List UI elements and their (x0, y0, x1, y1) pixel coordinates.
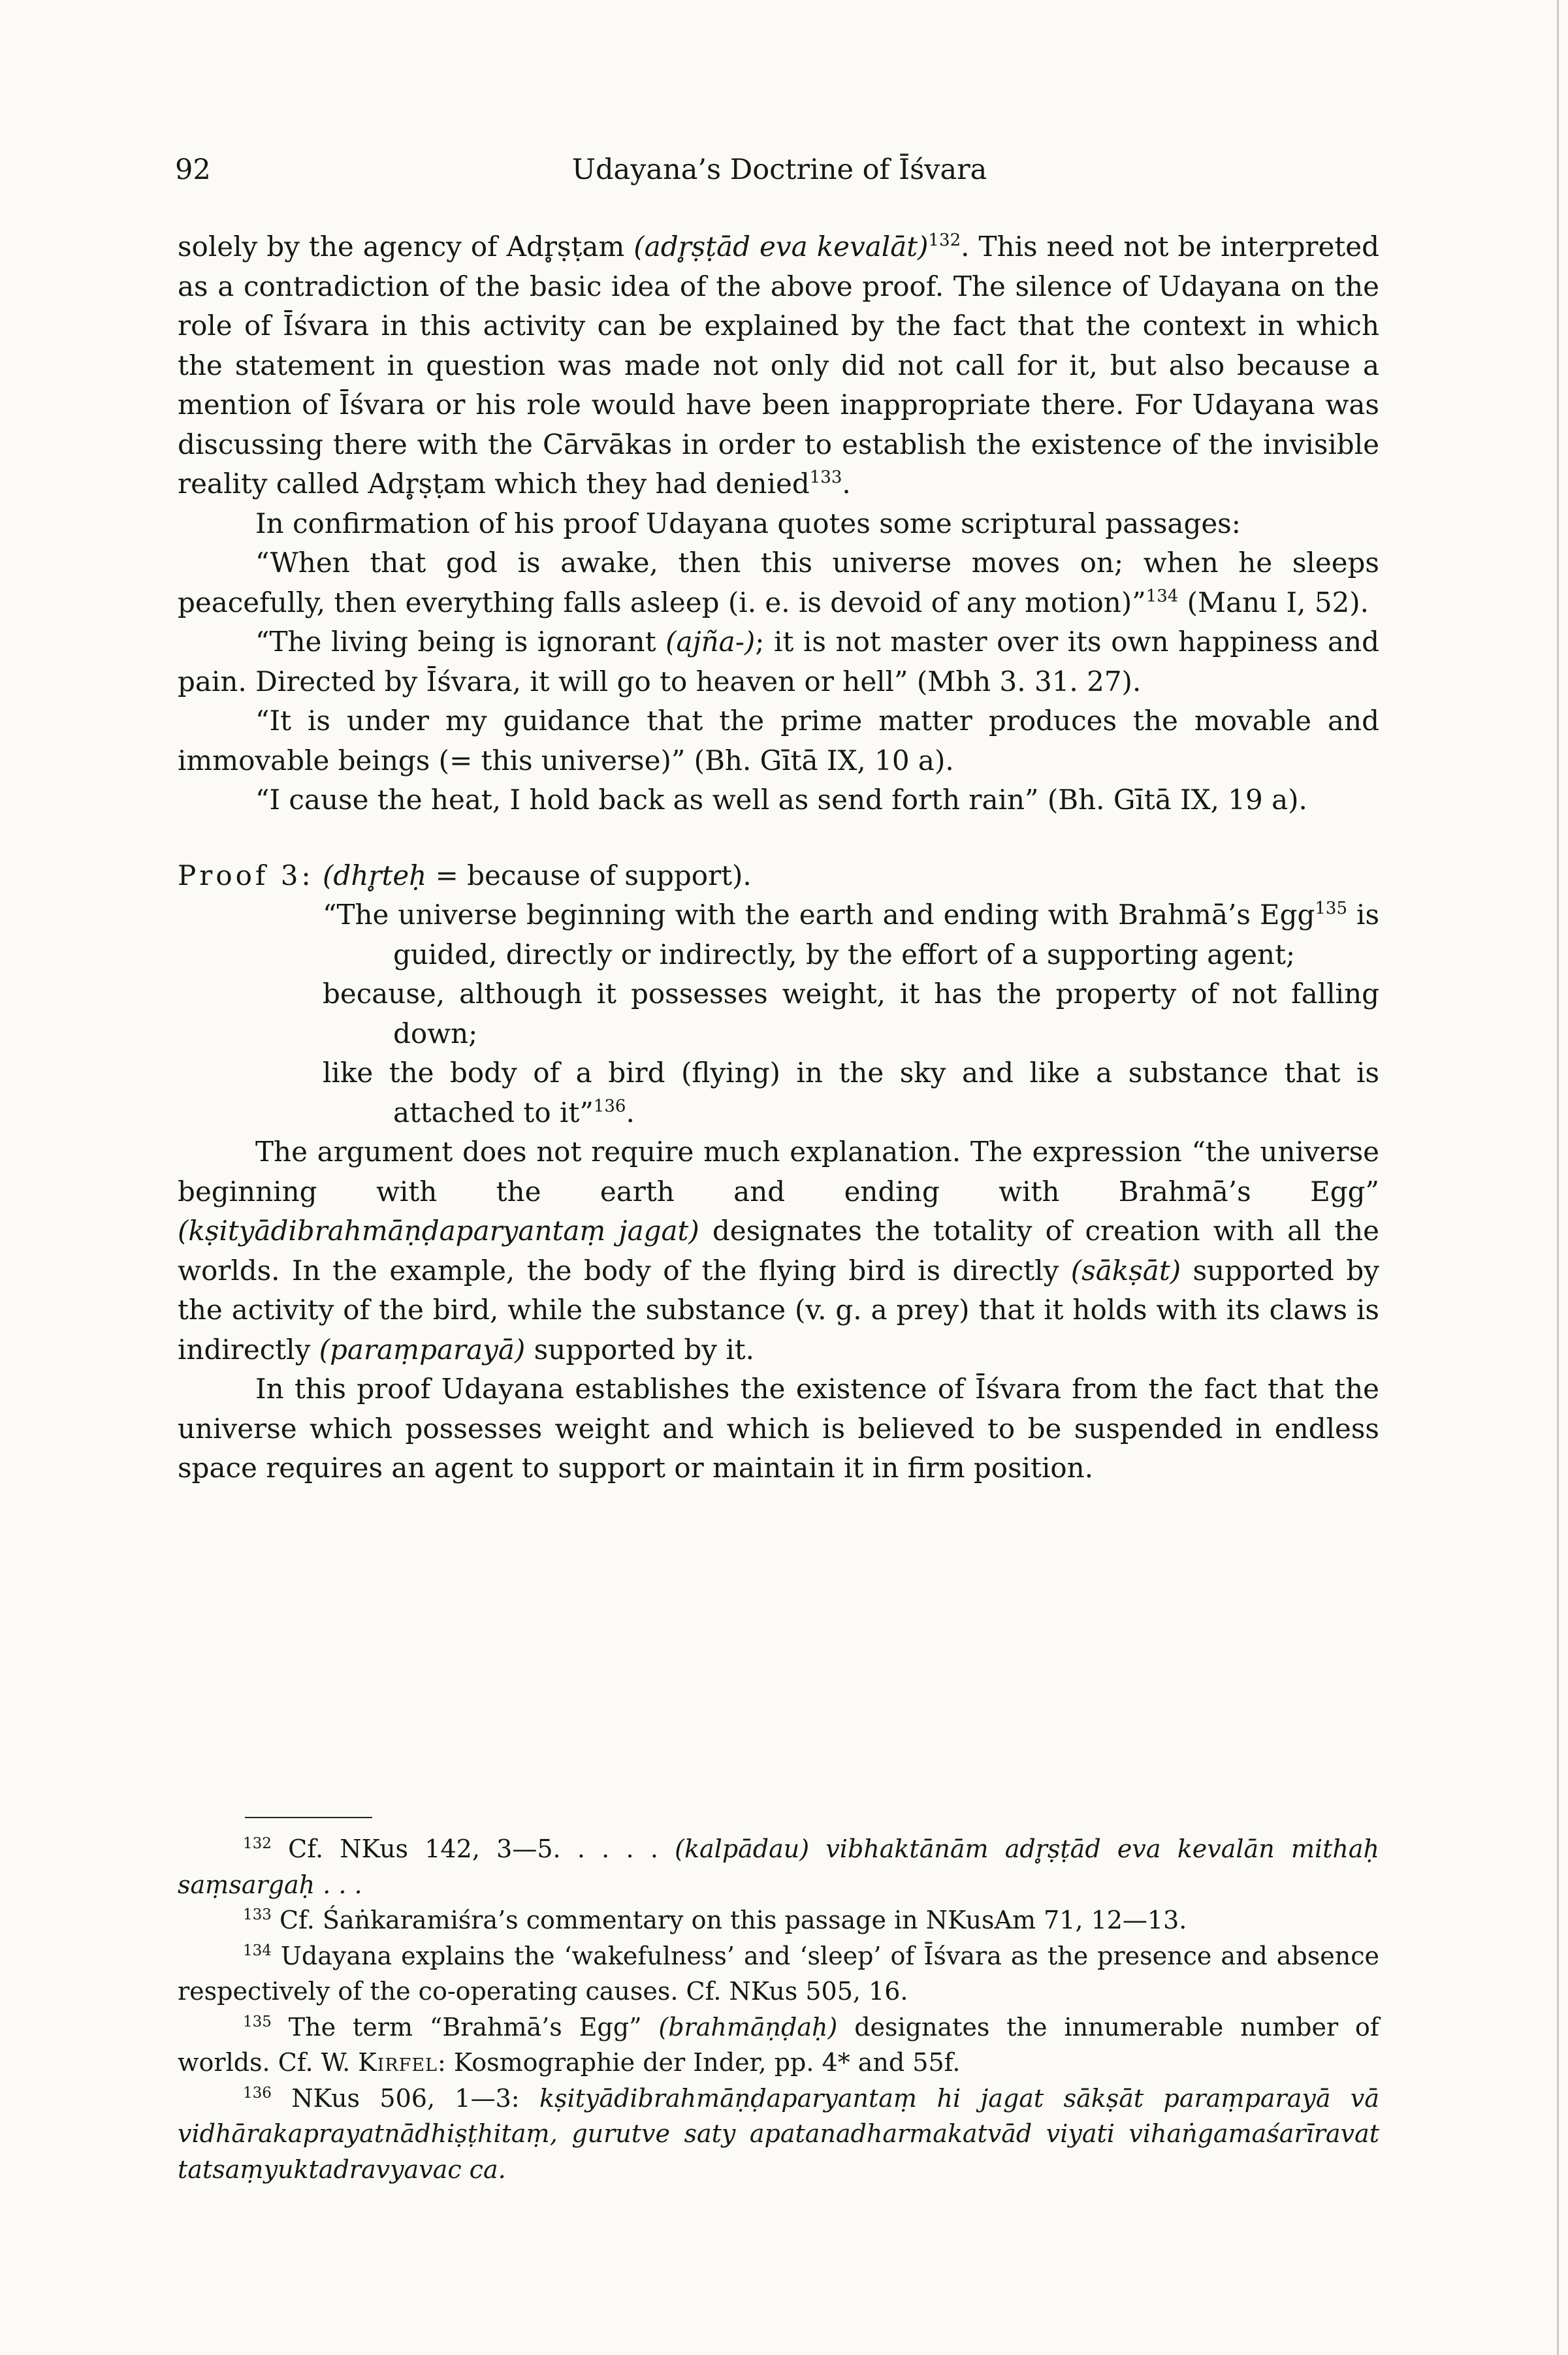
quotation: “The living being is ignorant (ajña-); it is not master over its own happiness and pain. Directed by Īśvara, it will go to heaven or hell” (Mbh 3. 31. 27). (178, 626, 1379, 697)
running-title: Udayana’s Doctrine of Īśvara (571, 153, 987, 186)
syllogism-step: “The universe beginning with the earth and ending with Brahmā’s Egg$^{135}$ is guided, directly or indirectly, by the effort of a supporting agent; (323, 899, 1380, 970)
syllogism (323, 895, 1379, 1132)
footnote-ref: 135 (1315, 899, 1347, 918)
proof-label: Proof 3: (178, 859, 314, 891)
paragraph: In this proof Udayana establishes the existence of Īśvara from the fact that the universe which possesses weight and which is believed to be suspended in endless space requires an agent to support or maintain it in firm position. (178, 1373, 1379, 1484)
quotation: “When that god is awake, then this universe moves on; when he sleeps peacefully, then everything falls asleep (i. e. is devoid of any motion)”$^{134}$ (Manu I, 52). (178, 547, 1379, 618)
footnote: $^{134}$ Udayana explains the ‘wakefulness’ and ‘sleep’ of Īśvara as the presence and absence respectively of the co-operating causes. Cf. NKus 505, 16. (178, 1941, 1379, 2006)
footnote: $^{136}$ NKus 506, 1—3: kṣityādibrahmāṇḍaparyantaṃ hi jagat sākṣāt paraṃparayā vā vidhārakaprayatnādhiṣṭhitaṃ, gurutve saty apatanadharmakatvād viyati vihaṅgamaśarīravat tatsaṃyuktadravyavac ca. (178, 2083, 1379, 2184)
footnote-ref: 134 (1145, 586, 1179, 606)
footnote: $^{132}$ Cf. NKus 142, 3—5. . . . . (kalpādau) vibhaktānām adr̥ṣṭād eva kevalān mithaḥ saṃsargaḥ . . . (178, 1834, 1379, 1899)
syllogism-step: because, although it possesses weight, it has the property of not falling down; (323, 978, 1379, 1049)
footnotes (178, 1831, 1379, 2187)
binding-edge (1557, 0, 1559, 2355)
footnote-ref: 136 (593, 1096, 626, 1116)
footnote-ref: 133 (809, 468, 842, 487)
page-number: 92 (175, 153, 211, 186)
paragraph: In confirmation of his proof Udayana quotes some scriptural passages: (255, 507, 1241, 539)
paragraph: The argument does not require much explanation. The expression “the universe beginning with the earth and ending with Brahmā’s Egg” (kṣityādibrahmāṇḍaparyantaṃ jagat) designates the totality of creation with all the worlds. In the example, the body of the flying bird is directly (sākṣāt) supported by the activity of the bird, while the substance (v. g. a prey) that it holds with its claws is indirectly (paraṃparayā) supported by it. (178, 1136, 1379, 1366)
body-text (178, 227, 1379, 1488)
footnote-divider (245, 1817, 372, 1818)
section-gap (178, 820, 1379, 856)
proof-heading: Proof 3: (dhr̥teḥ = because of support). (178, 859, 752, 891)
paragraph: solely by the agency of Adr̥ṣṭam (adr̥ṣṭād eva kevalāt)$^{132}$. This need not be interpreted as a contradiction of the basic idea of the above proof. The silence of Udayana on the role of Īśvara in this activity can be explained by the fact that the context in which the statement in question was made not only did not call for it, but also because a mention of Īśvara or his role would have been inappropriate there. For Udayana was discussing there with the Cārvākas in order to establish the existence of the invisible reality called Adr̥ṣṭam which they had denied$^{133}$. (178, 231, 1379, 500)
quotation: “I cause the heat, I hold back as well as send forth rain” (Bh. Gītā IX, 19 a). (255, 784, 1307, 816)
page-header (175, 153, 1384, 193)
footnote: $^{133}$ Cf. Śaṅkaramiśra’s commentary on this passage in NKusAm 71, 12—13. (243, 1906, 1187, 1934)
syllogism-step: like the body of a bird (flying) in the sky and like a substance that is attached to it”$^{136}$. (323, 1057, 1379, 1129)
quotation: “It is under my guidance that the prime matter produces the movable and immovable beings (= this universe)” (Bh. Gītā IX, 10 a). (178, 705, 1379, 777)
footnote: $^{135}$ The term “Brahmā’s Egg” (brahmāṇḍaḥ) designates the innumerable number of worlds. Cf. W. Kirfel: Kosmographie der Inder, pp. 4* and 55f. (178, 2012, 1379, 2077)
footnote-ref: 132 (928, 231, 961, 250)
